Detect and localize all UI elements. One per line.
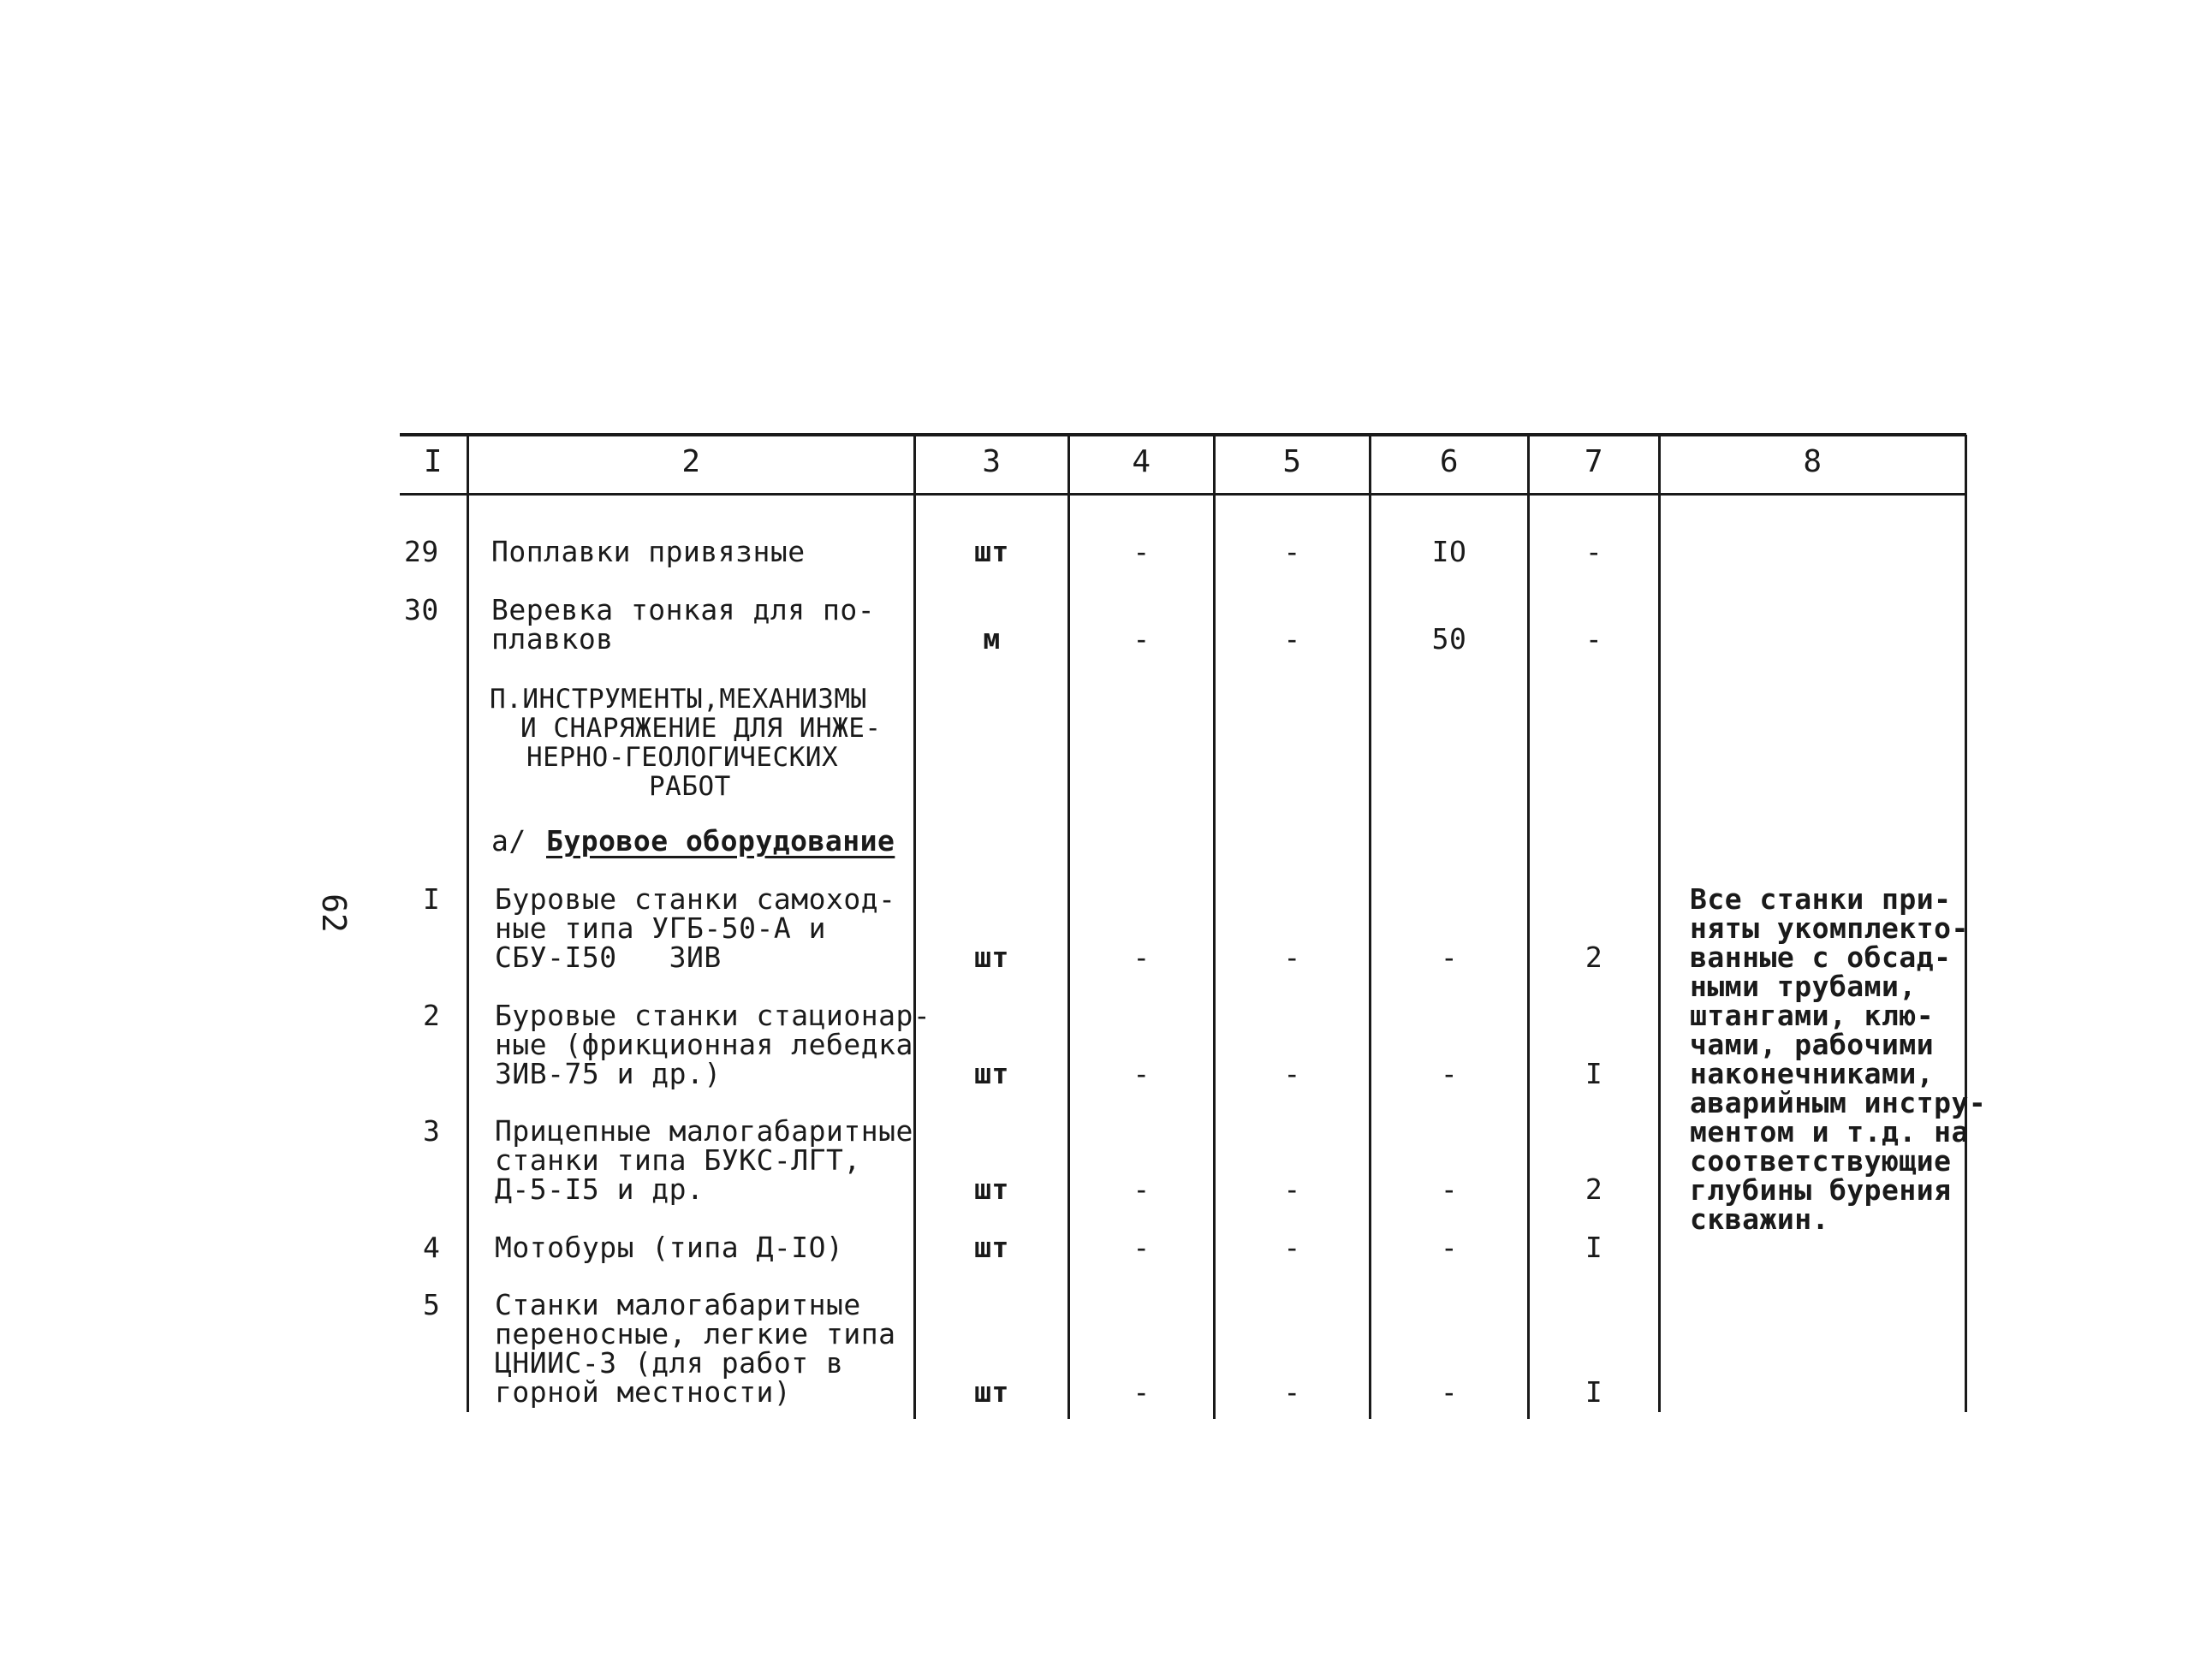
row-number: 4 <box>423 1231 441 1264</box>
header-cell: I <box>423 444 443 479</box>
col6-cell: 50 <box>1431 622 1467 656</box>
col-rule-2 <box>913 435 916 1419</box>
section-title-line: П.ИНСТРУМЕНТЫ,МЕХАНИЗМЫ <box>490 684 867 715</box>
table-top-rule <box>400 433 1966 436</box>
col7-cell: - <box>1585 535 1603 568</box>
header-cell: 5 <box>1282 444 1302 479</box>
col-rule-1 <box>467 435 469 1412</box>
col4-cell: - <box>1133 1375 1151 1409</box>
item-name-line: Буровые станки стационар- <box>495 999 931 1032</box>
unit-cell: шт <box>974 1057 1009 1090</box>
item-name-line: ные (фрикционная лебедка <box>495 1028 913 1061</box>
header-bottom-rule <box>400 493 1966 496</box>
row-number: 3 <box>423 1114 441 1148</box>
row-number: 2 <box>423 999 441 1032</box>
row-number: I <box>423 882 441 916</box>
item-name-line: плавков <box>491 622 614 656</box>
item-name-line: станки типа БУКС-ЛГТ, <box>495 1143 861 1177</box>
col5-cell: - <box>1283 1231 1301 1264</box>
note-line: наконечниками, <box>1690 1057 1935 1090</box>
note-line: соответствующие <box>1690 1144 1952 1178</box>
item-name-line: Д-5-I5 и др. <box>495 1172 705 1206</box>
col6-cell: IO <box>1431 535 1467 568</box>
col-rule-7 <box>1658 435 1661 1412</box>
unit-cell: шт <box>974 1231 1009 1264</box>
note-line: ментом и т.д. на <box>1690 1115 1969 1149</box>
col4-cell: - <box>1133 1231 1151 1264</box>
item-name-line: Станки малогабаритные <box>495 1288 861 1321</box>
header-cell: 7 <box>1584 444 1604 479</box>
row-number: 5 <box>423 1288 441 1321</box>
col7-cell: 2 <box>1585 941 1603 974</box>
col5-cell: - <box>1283 1375 1301 1409</box>
row-number: 29 <box>404 535 439 568</box>
col-rule-4 <box>1213 435 1216 1419</box>
col7-cell: I <box>1585 1057 1603 1090</box>
col5-cell: - <box>1283 941 1301 974</box>
col7-cell: I <box>1585 1231 1603 1264</box>
item-name-line: СБУ-I50 ЗИВ <box>495 941 722 974</box>
unit-cell: м <box>983 622 1001 656</box>
item-name-line: ЗИВ-75 и др.) <box>495 1057 722 1090</box>
item-name-line: переносные, легкие типа <box>495 1317 896 1350</box>
item-name-line: Прицепные малогабаритные <box>495 1114 913 1148</box>
unit-cell: шт <box>974 1172 1009 1206</box>
note-line: ными трубами, <box>1690 970 1917 1003</box>
col6-cell: - <box>1440 1172 1459 1206</box>
item-name-line: Веревка тонкая для по- <box>491 593 876 626</box>
col5-cell: - <box>1283 1057 1301 1090</box>
note-line: штангами, клю- <box>1690 999 1935 1032</box>
item-name-line: ные типа УГБ-50-А и <box>495 911 826 945</box>
section-title-line: НЕРНО-ГЕОЛОГИЧЕСКИХ <box>526 742 839 773</box>
col4-cell: - <box>1133 1057 1151 1090</box>
unit-cell: шт <box>974 1375 1009 1409</box>
col-rule-3 <box>1067 435 1070 1419</box>
header-cell: 6 <box>1439 444 1460 479</box>
col6-cell: - <box>1440 1057 1459 1090</box>
col5-cell: - <box>1283 1172 1301 1206</box>
col4-cell: - <box>1133 535 1151 568</box>
col7-cell: 2 <box>1585 1172 1603 1206</box>
col4-cell: - <box>1133 1172 1151 1206</box>
col6-cell: - <box>1440 1231 1459 1264</box>
header-cell: 2 <box>681 444 701 479</box>
unit-cell: шт <box>974 535 1009 568</box>
item-name-line: Мотобуры (типа Д-IO) <box>495 1231 844 1264</box>
note-line: глубины бурения <box>1690 1173 1952 1207</box>
col5-cell: - <box>1283 622 1301 656</box>
item-name-line: Буровые станки самоход- <box>495 882 896 916</box>
note-line: чами, рабочими <box>1690 1028 1935 1061</box>
section-title-line: И СНАРЯЖЕНИЕ ДЛЯ ИНЖЕ- <box>520 713 882 744</box>
col-rule-6 <box>1527 435 1530 1419</box>
note-line: аварийным инстру- <box>1690 1086 1987 1119</box>
col7-cell: - <box>1585 622 1603 656</box>
col6-cell: - <box>1440 941 1459 974</box>
note-line: Все станки при- <box>1690 882 1952 916</box>
col4-cell: - <box>1133 941 1151 974</box>
header-cell: 4 <box>1132 444 1151 479</box>
header-cell: 8 <box>1803 444 1823 479</box>
col-rule-5 <box>1369 435 1371 1419</box>
item-name-line: горной местности) <box>495 1375 792 1409</box>
col4-cell: - <box>1133 622 1151 656</box>
section-title-line: РАБОТ <box>649 771 731 802</box>
row-number: 30 <box>404 593 439 626</box>
note-line: скважин. <box>1690 1202 1829 1236</box>
note-line: няты укомплекто- <box>1690 911 1969 945</box>
col7-cell: I <box>1585 1375 1603 1409</box>
col5-cell: - <box>1283 535 1301 568</box>
page-number: 62 <box>314 893 353 933</box>
subsection-prefix: а/ <box>491 824 526 858</box>
unit-cell: шт <box>974 941 1009 974</box>
note-line: ванные с обсад- <box>1690 941 1952 974</box>
col6-cell: - <box>1440 1375 1459 1409</box>
header-cell: 3 <box>982 444 1002 479</box>
subsection-title: Буровое оборудование <box>546 824 895 858</box>
item-name-line: Поплавки привязные <box>491 535 806 568</box>
item-name-line: ЦНИИС-3 (для работ в <box>495 1346 844 1380</box>
